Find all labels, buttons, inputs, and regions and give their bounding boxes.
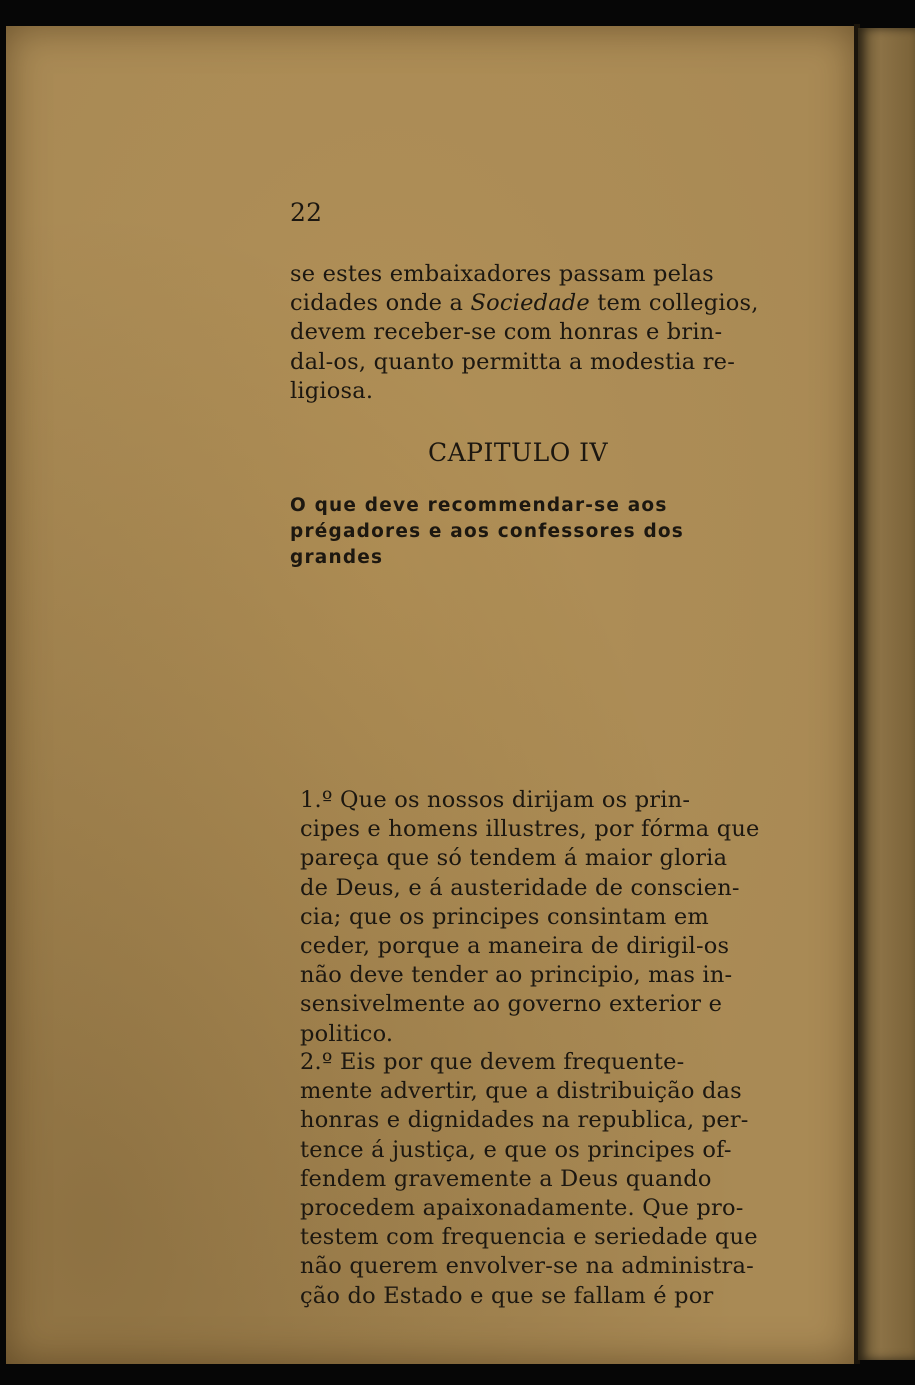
- paragraph-1-text-end: tem collegios, devem receber-se com honras e brin- dal-os, quanto permitta a modestia re- ligiosa.: [290, 290, 759, 404]
- paragraph-ambassadors: [290, 260, 778, 406]
- paragraph-1-text-start: se estes embaixadores passam pelas cidades onde a: [290, 261, 714, 317]
- italic-term-sociedade: Sociedade: [470, 290, 590, 317]
- chapter-subtitle: O que deve recommendar-se aos prégadores e aos confessores dos grandes: [290, 495, 685, 568]
- page-number: 22: [290, 198, 323, 227]
- paragraph-item-2: 2.º Eis por que devem frequente- mente advertir, que a distribuição das honras e dignidades na republica, per- tence á justiça, e que os principes of- fendem gravemente a Deus quando procedem apaixonadamente. Que pro- testem com frequencia e seriedade que não querem envolver-se na administra- ção do Estado e que se fallam é por: [300, 1049, 758, 1309]
- facing-page-edge: [858, 28, 915, 1360]
- chapter-title: CAPITULO IV: [428, 438, 609, 467]
- paragraph-item-1: 1.º Que os nossos dirijam os prin- cipes e homens illustres, por fórma que pareça que só tendem á maior gloria de Deus, e á austeridade de conscien- cia; que os principes consintam em ceder, porque a maneira de dirigil-os não deve tender ao principio, mas in- sensivelmente ao governo exterior e politico.: [300, 787, 760, 1047]
